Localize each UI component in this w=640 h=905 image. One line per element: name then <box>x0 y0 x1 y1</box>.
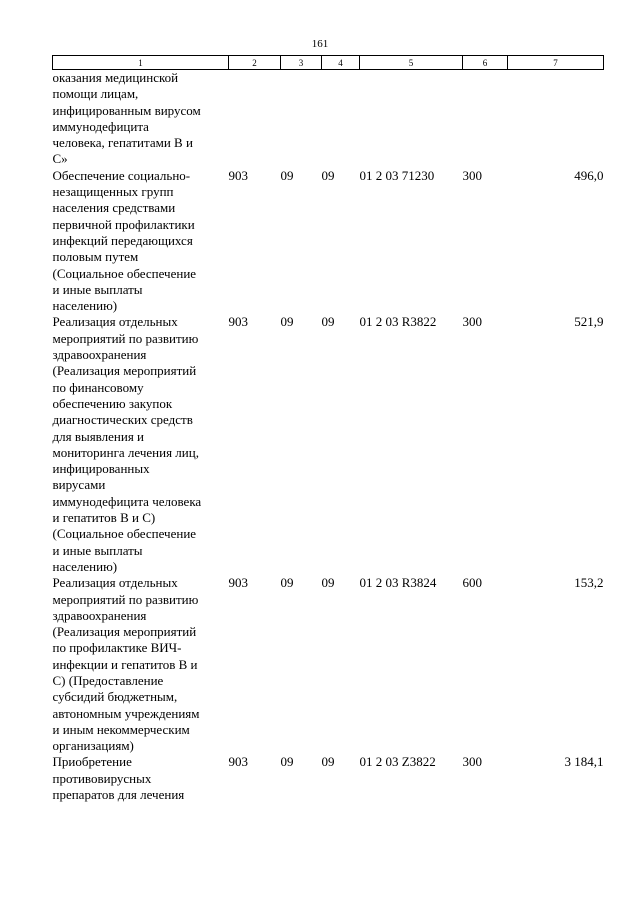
page-number: 161 <box>311 38 329 50</box>
description-line: Приобретение <box>52 754 132 770</box>
description-line: населению) <box>52 558 118 574</box>
description-line: здравоохранения <box>52 347 147 363</box>
row-description <box>53 314 229 575</box>
expense-type-code: 600 <box>462 575 482 591</box>
section-code <box>281 70 322 168</box>
ministry-code: 903 <box>228 754 248 770</box>
description-line: первичной профилактики <box>52 216 195 232</box>
target-article-code: 01 2 03 Z3822 <box>359 754 436 770</box>
description-line: для выявления и <box>52 428 145 444</box>
amount-value: 153,2 <box>574 575 604 591</box>
description-line: субсидий бюджетным, <box>52 689 178 705</box>
expense-type-code: 300 <box>462 167 482 183</box>
ministry-code <box>229 70 281 168</box>
description-line: Реализация отдельных <box>52 314 178 330</box>
row-description <box>53 168 229 315</box>
description-line: мероприятий по развитию <box>52 330 199 346</box>
description-line: организациям) <box>52 738 134 754</box>
column-number-7: 7 <box>508 56 604 70</box>
amount-value: 521,9 <box>574 314 604 330</box>
description-line: инфекций передающихся <box>52 232 193 248</box>
table-row <box>53 70 604 168</box>
description-line: (Социальное обеспечение <box>52 265 197 281</box>
description-line: (Реализация мероприятий <box>52 363 197 379</box>
description-line: вирусами <box>52 477 106 493</box>
table-row <box>53 314 604 575</box>
description-line: населению) <box>52 298 118 314</box>
section-code: 09 <box>280 575 294 591</box>
description-line: и иные выплаты <box>52 281 143 297</box>
description-line: С) (Предоставление <box>52 672 164 688</box>
column-number-3: 3 <box>281 56 322 70</box>
subsection-code: 09 <box>321 754 335 770</box>
amount-value <box>508 70 604 168</box>
description-line: (Социальное обеспечение <box>52 526 197 542</box>
row-description <box>53 575 229 754</box>
row-description <box>53 754 229 803</box>
description-line: здравоохранения <box>52 607 147 623</box>
description-line: по финансовому <box>52 379 144 395</box>
expense-type-code <box>463 70 508 168</box>
amount-value: 496,0 <box>574 167 604 183</box>
description-line: (Реализация мероприятий <box>52 624 197 640</box>
subsection-code <box>322 70 360 168</box>
amount-value: 3 184,1 <box>564 754 604 770</box>
description-line: оказания медицинской <box>52 70 179 85</box>
description-line: человека, гепатитами В и <box>52 135 193 151</box>
table-row <box>53 575 604 754</box>
description-line: иммунодефицита человека <box>52 493 202 509</box>
description-line: населения средствами <box>52 200 176 216</box>
column-number-5: 5 <box>360 56 463 70</box>
description-line: диагностических средств <box>52 412 193 428</box>
column-number-1: 1 <box>53 56 229 70</box>
table-row <box>53 168 604 315</box>
column-number-2: 2 <box>229 56 281 70</box>
section-code: 09 <box>280 314 294 330</box>
description-line: и иные выплаты <box>52 542 143 558</box>
column-number-4: 4 <box>322 56 360 70</box>
table-body <box>53 70 604 804</box>
ministry-code: 903 <box>228 314 248 330</box>
description-line: по профилактике ВИЧ- <box>52 640 182 656</box>
column-number-header-row <box>53 56 604 70</box>
expense-type-code: 300 <box>462 314 482 330</box>
ministry-code: 903 <box>228 575 248 591</box>
description-line: обеспечению закупок <box>52 395 173 411</box>
description-line: и иным некоммерческим <box>52 721 190 737</box>
section-code: 09 <box>280 167 294 183</box>
budget-table <box>52 55 604 803</box>
description-line: инфицированных <box>52 461 150 477</box>
expense-type-code: 300 <box>462 754 482 770</box>
column-number-6: 6 <box>463 56 508 70</box>
description-line: автономным учреждениям <box>52 705 200 721</box>
description-line: помощи лицам, <box>52 86 139 102</box>
description-line: Обеспечение социально- <box>52 167 191 183</box>
section-code: 09 <box>280 754 294 770</box>
description-line: мониторинга лечения лиц, <box>52 444 199 460</box>
description-line: иммунодефицита <box>52 118 149 134</box>
row-description <box>53 70 229 168</box>
description-line: препаратов для лечения <box>52 787 185 803</box>
description-line: противовирусных <box>52 770 152 786</box>
description-line: инфекции и гепатитов В и <box>52 656 198 672</box>
ministry-code: 903 <box>228 167 248 183</box>
description-line: незащищенных групп <box>52 184 174 200</box>
target-article-code: 01 2 03 R3824 <box>359 575 437 591</box>
subsection-code: 09 <box>321 575 335 591</box>
target-article-code <box>360 70 463 168</box>
table-row <box>53 754 604 803</box>
description-line: С» <box>52 151 68 167</box>
target-article-code: 01 2 03 71230 <box>359 167 435 183</box>
subsection-code: 09 <box>321 167 335 183</box>
target-article-code: 01 2 03 R3822 <box>359 314 437 330</box>
description-line: и гепатитов В и С) <box>52 510 156 526</box>
description-line: инфицированным вирусом <box>52 102 201 118</box>
subsection-code: 09 <box>321 314 335 330</box>
description-line: Реализация отдельных <box>52 575 178 591</box>
description-line: половым путем <box>52 249 139 265</box>
description-line: мероприятий по развитию <box>52 591 199 607</box>
